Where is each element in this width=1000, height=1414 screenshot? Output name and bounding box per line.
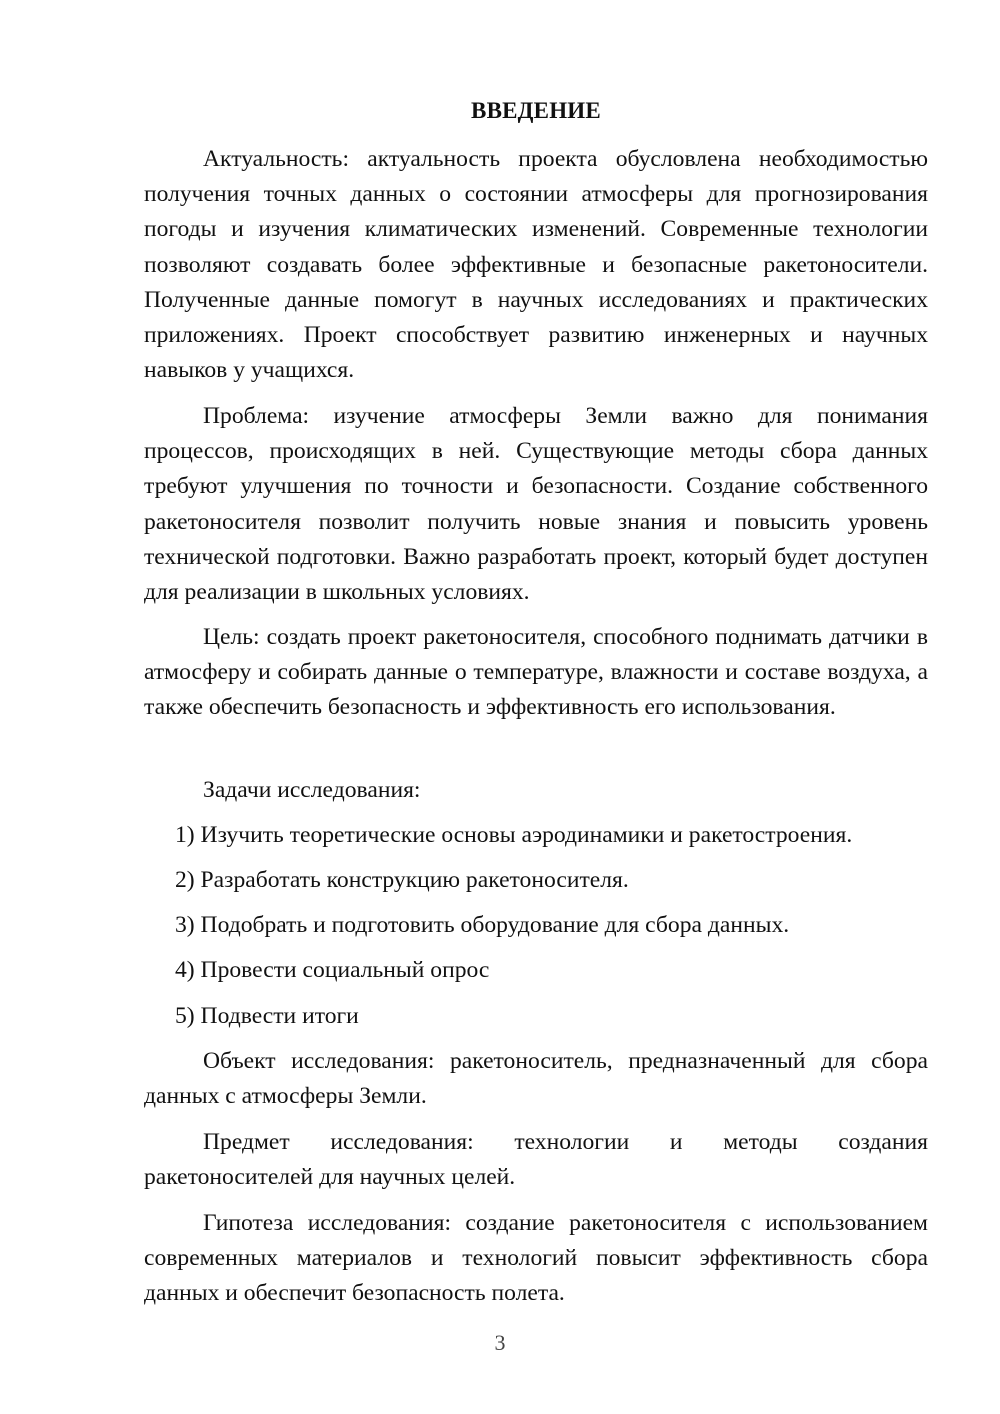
goal-paragraph: Цель: создать проект ракетоносителя, способного поднимать датчики в атмосферу и собирать данные о температуре, влажности и составе воздуха, а также обеспечить безопасность и эффективность его использования. bbox=[144, 624, 928, 721]
task-item: 2) Разработать конструкцию ракетоносителя. bbox=[175, 867, 629, 893]
task-item: 3) Подобрать и подготовить оборудование для сбора данных. bbox=[175, 912, 790, 938]
task-item: 5) Подвести итоги bbox=[175, 1003, 359, 1029]
section-heading: ВВЕДЕНИЕ bbox=[471, 98, 601, 123]
object-paragraph: Объект исследования: ракетоноситель, предназначенный для сбора данных с атмосферы Земли. bbox=[144, 1048, 928, 1110]
task-item: 1) Изучить теоретические основы аэродинамики и ракетостроения. bbox=[175, 822, 853, 848]
page-number: 3 bbox=[494, 1330, 506, 1355]
hypothesis-paragraph: Гипотеза исследования: создание ракетоносителя с использованием современных материалов и технологий повысит эффективность сбора данных и обеспечит безопасность полета. bbox=[144, 1210, 928, 1307]
relevance-paragraph: Актуальность: актуальность проекта обусловлена необходимостью получения точных данных о состоянии атмосферы для прогнозирования погоды и изучения климатических изменений. Современные технологии позволяют создавать более эффективные и безопасные ракетоносители. Полученные данные помогут в научных исследованиях и практических приложениях. Проект способствует развитию инженерных и научных навыков у учащихся. bbox=[144, 146, 928, 384]
problem-paragraph: Проблема: изучение атмосферы Земли важно для понимания процессов, происходящих в ней. Существующие методы сбора данных требуют улучшения по точности и безопасности. Создание собственного ракетоносителя позволит получить новые знания и повысить уровень технической подготовки. Важно разработать проект, который будет доступен для реализации в школьных условиях. bbox=[144, 403, 928, 606]
subject-paragraph: Предмет исследования: технологии и методы создания ракетоносителей для научных целей. bbox=[144, 1129, 928, 1191]
task-item: 4) Провести социальный опрос bbox=[175, 957, 490, 983]
tasks-title: Задачи исследования: bbox=[203, 777, 421, 803]
